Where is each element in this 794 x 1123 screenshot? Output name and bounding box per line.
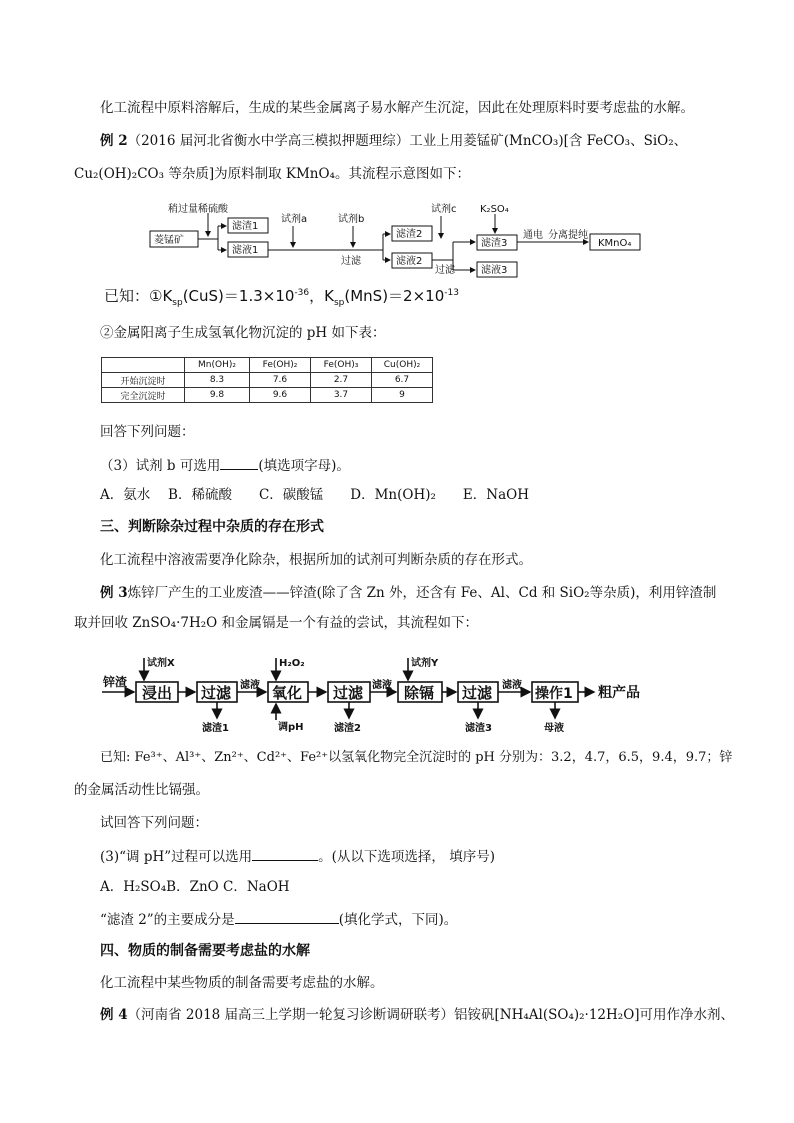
flow-reagent-c-label: 试剂c: [431, 204, 457, 215]
flow3-reagent-x-label: 试剂X: [147, 658, 175, 669]
flow3-filtrate3-label: 滤液: [502, 680, 522, 691]
table-header-cell: Mn(OH)₂: [185, 358, 250, 373]
flow3-residue3-label: 滤渣3: [465, 723, 492, 734]
flow-electrify-label: 通电: [523, 230, 543, 241]
example3-line2: 取并回收 ZnSO₄·7H₂O 和金属镉是一个有益的尝试，其流程如下：: [74, 615, 479, 631]
section4-paragraph: 化工流程中某些物质的制备需要考虑盐的水解。: [100, 975, 384, 991]
table-header-cell: Fe(OH)₃: [311, 358, 372, 373]
flow3-filtrate-label: 滤液: [240, 680, 260, 691]
example2-line1: 例 2（2016 届河北省衡水中学高三模拟押题理综）工业上用菱锰矿(MnCO₃)[含 FeCO₃、SiO₂、: [100, 133, 688, 149]
flow-residue2-label: 滤渣2: [396, 229, 423, 240]
flow-k2so4-label: K₂SO₄: [480, 204, 509, 215]
example3-answer-intro: 试回答下列问题：: [100, 815, 208, 831]
flow-filter2-label: 过滤: [435, 265, 455, 276]
flow-product-label: KMnO₄: [598, 238, 632, 249]
example2-line2: Cu₂(OH)₂CO₃ 等杂质]为原料制取 KMnO₄。其流程示意图如下：: [74, 166, 470, 182]
table-row: 完全沉淀时 9.8 9.6 3.7 9: [102, 388, 433, 403]
flow-filtrate2-label: 滤液2: [396, 256, 423, 267]
example3-known-a: 已知: Fe³⁺、Al³⁺、Zn²⁺、Cd²⁺、Fe²⁺以氢氧化物完全沉淀时的 pH 分别为：3.2，4.7，6.5，9.4，9.7；锌: [100, 750, 733, 765]
flow3-reagent-y-label: 试剂Y: [411, 658, 439, 669]
example2-known2: ②金属阳离子生成氢氧化物沉淀的 pH 如下表：: [100, 325, 386, 341]
example3-residue-question: “滤渣 2”的主要成分是 (填化学式，下同)。: [100, 909, 457, 930]
flow-residue3-label: 滤渣3: [481, 238, 508, 249]
flow3-crude-label: 粗产品: [598, 685, 640, 701]
example3-flow-diagram: [100, 648, 680, 738]
flow3-adjust-ph-label: 调pH: [278, 722, 304, 733]
flow3-mother-liquor-label: 母液: [544, 723, 564, 734]
flow-reagent-b-label: 试剂b: [338, 214, 365, 225]
example2-flow-diagram: [148, 198, 668, 278]
example2-question3: （3）试剂 b 可选用 (填选项字母)。: [100, 455, 350, 476]
flow3-h2o2-label: H₂O₂: [279, 658, 305, 669]
table-header-cell: Cu(OH)₂: [372, 358, 433, 373]
table-header-cell: Fe(OH)₂: [250, 358, 311, 373]
flow3-leach-label: 浸出: [142, 684, 173, 702]
example2-known1: 已知：$①K_{sp}(CuS)=1.3\times 10^{-36}$，$K_{sp}(MnS)=2\times 10^{-13}$: [104, 287, 459, 308]
flow3-filtrate2-label: 滤液: [372, 680, 392, 691]
example4-label: 例 4: [100, 1007, 128, 1023]
answer-blank[interactable]: [235, 909, 339, 924]
flow-filter-label: 过滤: [341, 256, 361, 267]
flow3-filter3-label: 过滤: [462, 684, 493, 702]
example4-line1: 例 4（河南省 2018 届高三上学期一轮复习诊断调研联考）铝铵矾[NH₄Al(SO₄)₂·12H₂O]可用作净水剂、: [100, 1007, 735, 1023]
flow3-oxidize-label: 氧化: [272, 684, 303, 702]
table-header-cell: [102, 358, 185, 373]
flow-top-reagent-label: 稍过量稀硫酸: [168, 204, 228, 215]
example2-options: A．氨水 B．稀硫酸 C．碳酸锰 D．Mn(OH)₂ E．NaOH: [100, 487, 529, 503]
flow3-filter-label: 过滤: [201, 684, 232, 702]
example3-question3: (3)“调 pH”过程可以选用 。(从以下选项选择， 填序号): [100, 846, 495, 867]
flow3-operation1-label: 操作1: [535, 686, 573, 702]
answer-blank[interactable]: [252, 846, 318, 861]
table-row: 开始沉淀时 8.3 7.6 2.7 6.7: [102, 373, 433, 388]
flow-reagent-a-label: 试剂a: [281, 214, 308, 225]
flow3-remove-cd-label: 除镉: [404, 684, 435, 702]
flow-separate-label: 分离提纯: [548, 230, 588, 241]
flow3-residue1-label: 滤渣1: [202, 723, 229, 734]
flow-residue1-label: 滤渣1: [232, 221, 259, 232]
section3-heading: 三、判断除杂过程中杂质的存在形式: [100, 519, 324, 535]
example3-label: 例 3: [100, 585, 128, 601]
flow3-start-label: 锌渣: [103, 675, 128, 689]
example3-options: A．H₂SO₄B．ZnO C．NaOH: [100, 879, 290, 895]
flow-ore-label: 菱锰矿: [154, 235, 184, 246]
example2-label: 例 2: [100, 133, 128, 149]
ph-table: [101, 357, 433, 403]
intro-paragraph: 化工流程中原料溶解后，生成的某些金属离子易水解产生沉淀，因此在处理原料时要考虑盐的水解。: [100, 100, 694, 116]
flow-filtrate1-label: 滤液1: [232, 245, 259, 256]
example3-known-b: 的金属活动性比镉强。: [74, 782, 209, 798]
flow3-filter2-label: 过滤: [333, 684, 364, 702]
example3-line1: 例 3炼锌厂产生的工业废渣——锌渣(除了含 Zn 外，还含有 Fe、Al、Cd 和 SiO₂等杂质)，利用锌渣制: [100, 585, 717, 601]
section4-heading: 四、物质的制备需要考虑盐的水解: [100, 943, 310, 959]
flow-filtrate3-label: 滤液3: [481, 265, 508, 276]
answer-blank[interactable]: [220, 455, 258, 470]
example2-answer-intro: 回答下列问题：: [100, 424, 195, 440]
flow3-residue2-label: 滤渣2: [334, 723, 361, 734]
section3-paragraph: 化工流程中溶液需要净化除杂，根据所加的试剂可判断杂质的存在形式。: [100, 552, 532, 568]
